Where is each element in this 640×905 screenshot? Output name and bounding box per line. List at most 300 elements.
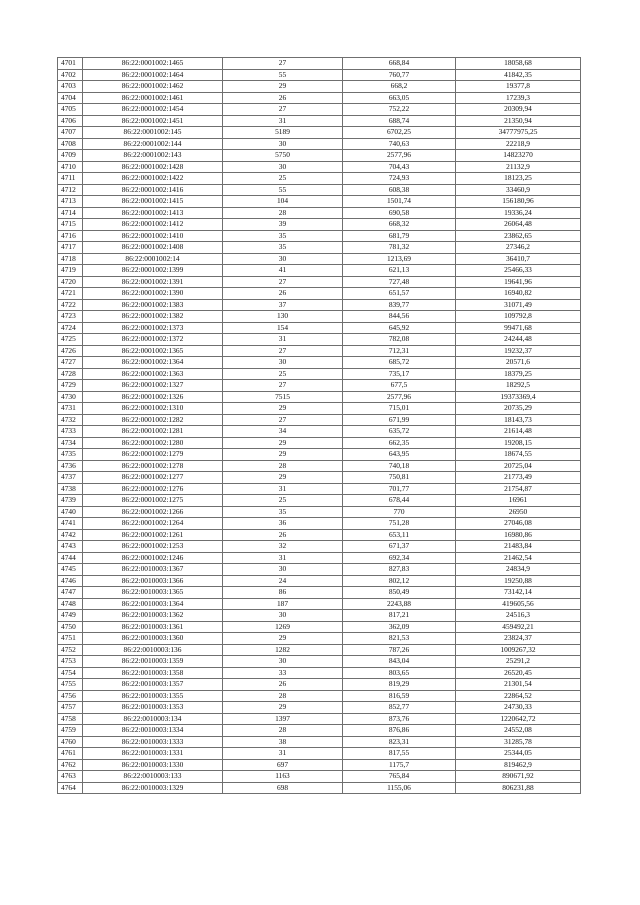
cadastral-number-cell: 86:22:0001002:1390 xyxy=(83,288,223,300)
table-row xyxy=(58,495,581,507)
table-row xyxy=(58,633,581,645)
cadastral-value-cell: 33460,9 xyxy=(456,184,581,196)
specific-value-cell: 752,22 xyxy=(343,104,456,116)
row-number-cell: 4733 xyxy=(58,426,83,438)
area-cell: 28 xyxy=(223,690,343,702)
table-row xyxy=(58,219,581,231)
cadastral-value-cell: 19208,15 xyxy=(456,437,581,449)
specific-value-cell: 724,93 xyxy=(343,173,456,185)
specific-value-cell: 787,26 xyxy=(343,644,456,656)
row-number-cell: 4714 xyxy=(58,207,83,219)
table-row xyxy=(58,368,581,380)
specific-value-cell: 671,37 xyxy=(343,541,456,553)
cadastral-number-cell: 86:22:0001002:1364 xyxy=(83,357,223,369)
specific-value-cell: 760,77 xyxy=(343,69,456,81)
row-number-cell: 4702 xyxy=(58,69,83,81)
area-cell: 31 xyxy=(223,748,343,760)
cadastral-number-cell: 86:22:0010003:1333 xyxy=(83,736,223,748)
specific-value-cell: 740,63 xyxy=(343,138,456,150)
cadastral-value-cell: 24730,33 xyxy=(456,702,581,714)
specific-value-cell: 819,29 xyxy=(343,679,456,691)
cadastral-value-cell: 21754,87 xyxy=(456,483,581,495)
cadastral-number-cell: 86:22:0010003:1334 xyxy=(83,725,223,737)
table-row xyxy=(58,311,581,323)
row-number-cell: 4745 xyxy=(58,564,83,576)
cadastral-value-cell: 25344,05 xyxy=(456,748,581,760)
cadastral-number-cell: 86:22:0001002:1280 xyxy=(83,437,223,449)
specific-value-cell: 668,84 xyxy=(343,58,456,70)
table-row xyxy=(58,460,581,472)
area-cell: 55 xyxy=(223,184,343,196)
area-cell: 5189 xyxy=(223,127,343,139)
cadastral-value-cell: 73142,14 xyxy=(456,587,581,599)
area-cell: 36 xyxy=(223,518,343,530)
cadastral-value-cell: 41842,35 xyxy=(456,69,581,81)
cadastral-value-cell: 20571,6 xyxy=(456,357,581,369)
row-number-cell: 4763 xyxy=(58,771,83,783)
row-number-cell: 4715 xyxy=(58,219,83,231)
table-row xyxy=(58,322,581,334)
specific-value-cell: 740,18 xyxy=(343,460,456,472)
cadastral-number-cell: 86:22:0010003:1365 xyxy=(83,587,223,599)
cadastral-number-cell: 86:22:0001002:1373 xyxy=(83,322,223,334)
specific-value-cell: 1213,69 xyxy=(343,253,456,265)
area-cell: 33 xyxy=(223,667,343,679)
row-number-cell: 4701 xyxy=(58,58,83,70)
cadastral-number-cell: 86:22:0001002:1275 xyxy=(83,495,223,507)
cadastral-value-cell: 20725,04 xyxy=(456,460,581,472)
cadastral-value-cell: 20735,29 xyxy=(456,403,581,415)
table-row xyxy=(58,265,581,277)
specific-value-cell: 2577,96 xyxy=(343,391,456,403)
area-cell: 30 xyxy=(223,656,343,668)
table-row xyxy=(58,575,581,587)
area-cell: 1269 xyxy=(223,621,343,633)
cadastral-number-cell: 86:22:0010003:1361 xyxy=(83,621,223,633)
cadastral-value-cell: 99471,68 xyxy=(456,322,581,334)
cadastral-number-cell: 86:22:0001002:1327 xyxy=(83,380,223,392)
specific-value-cell: 643,95 xyxy=(343,449,456,461)
row-number-cell: 4746 xyxy=(58,575,83,587)
cadastral-number-cell: 86:22:0001002:1264 xyxy=(83,518,223,530)
cadastral-number-cell: 86:22:0001002:1416 xyxy=(83,184,223,196)
area-cell: 130 xyxy=(223,311,343,323)
area-cell: 29 xyxy=(223,472,343,484)
specific-value-cell: 1501,74 xyxy=(343,196,456,208)
row-number-cell: 4712 xyxy=(58,184,83,196)
cadastral-number-cell: 86:22:0010003:1355 xyxy=(83,690,223,702)
row-number-cell: 4759 xyxy=(58,725,83,737)
table-row xyxy=(58,81,581,93)
cadastral-value-cell: 156180,96 xyxy=(456,196,581,208)
cadastral-value-cell: 27346,2 xyxy=(456,242,581,254)
specific-value-cell: 701,77 xyxy=(343,483,456,495)
table-row xyxy=(58,161,581,173)
cadastral-value-cell: 19250,88 xyxy=(456,575,581,587)
area-cell: 154 xyxy=(223,322,343,334)
cadastral-number-cell: 86:22:0001002:1277 xyxy=(83,472,223,484)
cadastral-value-cell: 31071,49 xyxy=(456,299,581,311)
specific-value-cell: 873,76 xyxy=(343,713,456,725)
table-row xyxy=(58,357,581,369)
row-number-cell: 4756 xyxy=(58,690,83,702)
area-cell: 698 xyxy=(223,782,343,794)
table-row xyxy=(58,518,581,530)
table-row xyxy=(58,276,581,288)
specific-value-cell: 817,55 xyxy=(343,748,456,760)
row-number-cell: 4723 xyxy=(58,311,83,323)
row-number-cell: 4727 xyxy=(58,357,83,369)
table-row xyxy=(58,598,581,610)
row-number-cell: 4704 xyxy=(58,92,83,104)
row-number-cell: 4736 xyxy=(58,460,83,472)
cadastral-value-cell: 25291,2 xyxy=(456,656,581,668)
area-cell: 1163 xyxy=(223,771,343,783)
specific-value-cell: 844,56 xyxy=(343,311,456,323)
area-cell: 55 xyxy=(223,69,343,81)
table-row xyxy=(58,403,581,415)
specific-value-cell: 765,84 xyxy=(343,771,456,783)
cadastral-value-cell: 24834,9 xyxy=(456,564,581,576)
row-number-cell: 4732 xyxy=(58,414,83,426)
row-number-cell: 4717 xyxy=(58,242,83,254)
row-number-cell: 4709 xyxy=(58,150,83,162)
cadastral-number-cell: 86:22:0001002:1383 xyxy=(83,299,223,311)
specific-value-cell: 816,59 xyxy=(343,690,456,702)
cadastral-value-cell: 23862,65 xyxy=(456,230,581,242)
area-cell: 32 xyxy=(223,541,343,553)
row-number-cell: 4710 xyxy=(58,161,83,173)
cadastral-value-cell: 31285,78 xyxy=(456,736,581,748)
cadastral-value-cell: 14823270 xyxy=(456,150,581,162)
row-number-cell: 4726 xyxy=(58,345,83,357)
cadastral-number-cell: 86:22:0001002:1415 xyxy=(83,196,223,208)
area-cell: 30 xyxy=(223,564,343,576)
area-cell: 29 xyxy=(223,633,343,645)
cadastral-number-cell: 86:22:0001002:145 xyxy=(83,127,223,139)
cadastral-number-cell: 86:22:0001002:1454 xyxy=(83,104,223,116)
cadastral-number-cell: 86:22:0001002:1261 xyxy=(83,529,223,541)
cadastral-number-cell: 86:22:0010003:134 xyxy=(83,713,223,725)
cadastral-number-cell: 86:22:0001002:1428 xyxy=(83,161,223,173)
cadastral-number-cell: 86:22:0001002:1276 xyxy=(83,483,223,495)
table-row xyxy=(58,380,581,392)
table-row xyxy=(58,656,581,668)
table-row xyxy=(58,564,581,576)
area-cell: 27 xyxy=(223,414,343,426)
cadastral-value-cell: 21132,9 xyxy=(456,161,581,173)
row-number-cell: 4728 xyxy=(58,368,83,380)
cadastral-number-cell: 86:22:0010003:1360 xyxy=(83,633,223,645)
cadastral-value-cell: 26520,45 xyxy=(456,667,581,679)
table-row xyxy=(58,414,581,426)
cadastral-value-cell: 459492,21 xyxy=(456,621,581,633)
row-number-cell: 4751 xyxy=(58,633,83,645)
cadastral-number-cell: 86:22:0001002:1282 xyxy=(83,414,223,426)
row-number-cell: 4730 xyxy=(58,391,83,403)
cadastral-number-cell: 86:22:0001002:1464 xyxy=(83,69,223,81)
specific-value-cell: 678,44 xyxy=(343,495,456,507)
area-cell: 26 xyxy=(223,679,343,691)
area-cell: 39 xyxy=(223,219,343,231)
area-cell: 7515 xyxy=(223,391,343,403)
cadastral-number-cell: 86:22:0001002:1461 xyxy=(83,92,223,104)
table-row xyxy=(58,541,581,553)
cadastral-value-cell: 18674,55 xyxy=(456,449,581,461)
area-cell: 27 xyxy=(223,104,343,116)
cadastral-value-table xyxy=(57,57,581,794)
cadastral-number-cell: 86:22:0001002:1422 xyxy=(83,173,223,185)
specific-value-cell: 362,09 xyxy=(343,621,456,633)
cadastral-number-cell: 86:22:0001002:143 xyxy=(83,150,223,162)
area-cell: 104 xyxy=(223,196,343,208)
area-cell: 30 xyxy=(223,357,343,369)
table-row xyxy=(58,759,581,771)
area-cell: 31 xyxy=(223,483,343,495)
cadastral-value-cell: 22218,9 xyxy=(456,138,581,150)
cadastral-value-cell: 18058,68 xyxy=(456,58,581,70)
cadastral-value-cell: 23824,37 xyxy=(456,633,581,645)
cadastral-number-cell: 86:22:0001002:1382 xyxy=(83,311,223,323)
specific-value-cell: 621,13 xyxy=(343,265,456,277)
table-row xyxy=(58,679,581,691)
cadastral-value-cell: 819462,9 xyxy=(456,759,581,771)
cadastral-number-cell: 86:22:0010003:1358 xyxy=(83,667,223,679)
area-cell: 30 xyxy=(223,138,343,150)
cadastral-value-cell: 21301,54 xyxy=(456,679,581,691)
area-cell: 25 xyxy=(223,173,343,185)
area-cell: 1397 xyxy=(223,713,343,725)
cadastral-value-cell: 21483,84 xyxy=(456,541,581,553)
cadastral-number-cell: 86:22:0001002:1399 xyxy=(83,265,223,277)
area-cell: 697 xyxy=(223,759,343,771)
area-cell: 5750 xyxy=(223,150,343,162)
area-cell: 31 xyxy=(223,334,343,346)
cadastral-number-cell: 86:22:0010003:1364 xyxy=(83,598,223,610)
row-number-cell: 4731 xyxy=(58,403,83,415)
cadastral-number-cell: 86:22:0001002:1462 xyxy=(83,81,223,93)
table-row xyxy=(58,230,581,242)
row-number-cell: 4762 xyxy=(58,759,83,771)
row-number-cell: 4752 xyxy=(58,644,83,656)
area-cell: 35 xyxy=(223,506,343,518)
specific-value-cell: 735,17 xyxy=(343,368,456,380)
cadastral-number-cell: 86:22:0001002:1278 xyxy=(83,460,223,472)
table-row xyxy=(58,690,581,702)
cadastral-number-cell: 86:22:0001002:1451 xyxy=(83,115,223,127)
table-row xyxy=(58,449,581,461)
row-number-cell: 4738 xyxy=(58,483,83,495)
table-row xyxy=(58,196,581,208)
table-row xyxy=(58,483,581,495)
cadastral-value-cell: 18379,25 xyxy=(456,368,581,380)
specific-value-cell: 843,04 xyxy=(343,656,456,668)
table-row xyxy=(58,472,581,484)
table-row xyxy=(58,610,581,622)
specific-value-cell: 2243,88 xyxy=(343,598,456,610)
row-number-cell: 4758 xyxy=(58,713,83,725)
row-number-cell: 4754 xyxy=(58,667,83,679)
cadastral-value-cell: 109792,8 xyxy=(456,311,581,323)
row-number-cell: 4750 xyxy=(58,621,83,633)
cadastral-value-cell: 21614,48 xyxy=(456,426,581,438)
row-number-cell: 4703 xyxy=(58,81,83,93)
specific-value-cell: 608,38 xyxy=(343,184,456,196)
row-number-cell: 4706 xyxy=(58,115,83,127)
cadastral-number-cell: 86:22:0001002:1391 xyxy=(83,276,223,288)
table-row xyxy=(58,426,581,438)
cadastral-value-cell: 25466,33 xyxy=(456,265,581,277)
specific-value-cell: 688,74 xyxy=(343,115,456,127)
table-row xyxy=(58,253,581,265)
specific-value-cell: 803,65 xyxy=(343,667,456,679)
specific-value-cell: 751,28 xyxy=(343,518,456,530)
row-number-cell: 4707 xyxy=(58,127,83,139)
specific-value-cell: 690,58 xyxy=(343,207,456,219)
row-number-cell: 4742 xyxy=(58,529,83,541)
cadastral-value-cell: 19232,37 xyxy=(456,345,581,357)
area-cell: 34 xyxy=(223,426,343,438)
row-number-cell: 4739 xyxy=(58,495,83,507)
table-row xyxy=(58,127,581,139)
table-row xyxy=(58,207,581,219)
cadastral-value-cell: 24516,3 xyxy=(456,610,581,622)
area-cell: 35 xyxy=(223,242,343,254)
table-row xyxy=(58,150,581,162)
cadastral-value-cell: 27046,08 xyxy=(456,518,581,530)
cadastral-number-cell: 86:22:0001002:1310 xyxy=(83,403,223,415)
area-cell: 27 xyxy=(223,380,343,392)
specific-value-cell: 712,31 xyxy=(343,345,456,357)
area-cell: 86 xyxy=(223,587,343,599)
table-row xyxy=(58,736,581,748)
table-row xyxy=(58,437,581,449)
area-cell: 30 xyxy=(223,161,343,173)
row-number-cell: 4753 xyxy=(58,656,83,668)
cadastral-number-cell: 86:22:0010003:1353 xyxy=(83,702,223,714)
cadastral-number-cell: 86:22:0010003:1331 xyxy=(83,748,223,760)
specific-value-cell: 668,32 xyxy=(343,219,456,231)
cadastral-value-cell: 16980,86 xyxy=(456,529,581,541)
cadastral-value-cell: 17239,3 xyxy=(456,92,581,104)
table-row xyxy=(58,621,581,633)
area-cell: 1282 xyxy=(223,644,343,656)
specific-value-cell: 715,01 xyxy=(343,403,456,415)
cadastral-number-cell: 86:22:0010003:1357 xyxy=(83,679,223,691)
table-row xyxy=(58,288,581,300)
area-cell: 30 xyxy=(223,610,343,622)
table-row xyxy=(58,69,581,81)
row-number-cell: 4729 xyxy=(58,380,83,392)
area-cell: 31 xyxy=(223,115,343,127)
area-cell: 28 xyxy=(223,725,343,737)
row-number-cell: 4757 xyxy=(58,702,83,714)
specific-value-cell: 827,83 xyxy=(343,564,456,576)
area-cell: 29 xyxy=(223,403,343,415)
cadastral-value-cell: 19336,24 xyxy=(456,207,581,219)
row-number-cell: 4725 xyxy=(58,334,83,346)
table-body xyxy=(58,58,581,794)
area-cell: 25 xyxy=(223,495,343,507)
cadastral-number-cell: 86:22:0001002:1412 xyxy=(83,219,223,231)
cadastral-value-cell: 34777975,25 xyxy=(456,127,581,139)
cadastral-number-cell: 86:22:0001002:144 xyxy=(83,138,223,150)
cadastral-number-cell: 86:22:0001002:1363 xyxy=(83,368,223,380)
row-number-cell: 4744 xyxy=(58,552,83,564)
table-row xyxy=(58,667,581,679)
specific-value-cell: 750,81 xyxy=(343,472,456,484)
specific-value-cell: 692,34 xyxy=(343,552,456,564)
cadastral-number-cell: 86:22:0001002:1408 xyxy=(83,242,223,254)
table-row xyxy=(58,58,581,70)
area-cell: 29 xyxy=(223,702,343,714)
area-cell: 41 xyxy=(223,265,343,277)
cadastral-number-cell: 86:22:0001002:14 xyxy=(83,253,223,265)
table-row xyxy=(58,391,581,403)
table-row xyxy=(58,92,581,104)
table-row xyxy=(58,644,581,656)
table-row xyxy=(58,184,581,196)
specific-value-cell: 821,53 xyxy=(343,633,456,645)
cadastral-number-cell: 86:22:0010003:1329 xyxy=(83,782,223,794)
cadastral-number-cell: 86:22:0010003:1366 xyxy=(83,575,223,587)
specific-value-cell: 770 xyxy=(343,506,456,518)
specific-value-cell: 2577,96 xyxy=(343,150,456,162)
specific-value-cell: 802,12 xyxy=(343,575,456,587)
row-number-cell: 4720 xyxy=(58,276,83,288)
cadastral-value-cell: 18123,25 xyxy=(456,173,581,185)
specific-value-cell: 823,31 xyxy=(343,736,456,748)
row-number-cell: 4719 xyxy=(58,265,83,277)
row-number-cell: 4764 xyxy=(58,782,83,794)
cadastral-value-cell: 890671,92 xyxy=(456,771,581,783)
specific-value-cell: 782,08 xyxy=(343,334,456,346)
cadastral-value-cell: 20309,94 xyxy=(456,104,581,116)
table-row xyxy=(58,782,581,794)
row-number-cell: 4734 xyxy=(58,437,83,449)
table-row xyxy=(58,299,581,311)
row-number-cell: 4713 xyxy=(58,196,83,208)
table-row xyxy=(58,529,581,541)
cadastral-value-cell: 19641,96 xyxy=(456,276,581,288)
cadastral-number-cell: 86:22:0001002:1326 xyxy=(83,391,223,403)
specific-value-cell: 645,92 xyxy=(343,322,456,334)
cadastral-value-cell: 21350,94 xyxy=(456,115,581,127)
specific-value-cell: 668,2 xyxy=(343,81,456,93)
table-row xyxy=(58,725,581,737)
cadastral-value-cell: 19373369,4 xyxy=(456,391,581,403)
cadastral-value-cell: 26950 xyxy=(456,506,581,518)
specific-value-cell: 704,43 xyxy=(343,161,456,173)
row-number-cell: 4724 xyxy=(58,322,83,334)
specific-value-cell: 839,77 xyxy=(343,299,456,311)
cadastral-number-cell: 86:22:0001002:1413 xyxy=(83,207,223,219)
row-number-cell: 4737 xyxy=(58,472,83,484)
specific-value-cell: 651,57 xyxy=(343,288,456,300)
table-row xyxy=(58,173,581,185)
area-cell: 31 xyxy=(223,552,343,564)
row-number-cell: 4718 xyxy=(58,253,83,265)
specific-value-cell: 663,05 xyxy=(343,92,456,104)
cadastral-value-cell: 24552,08 xyxy=(456,725,581,737)
cadastral-number-cell: 86:22:0001002:1253 xyxy=(83,541,223,553)
cadastral-number-cell: 86:22:0010003:1330 xyxy=(83,759,223,771)
row-number-cell: 4743 xyxy=(58,541,83,553)
area-cell: 27 xyxy=(223,276,343,288)
row-number-cell: 4708 xyxy=(58,138,83,150)
row-number-cell: 4705 xyxy=(58,104,83,116)
cadastral-number-cell: 86:22:0001002:1410 xyxy=(83,230,223,242)
